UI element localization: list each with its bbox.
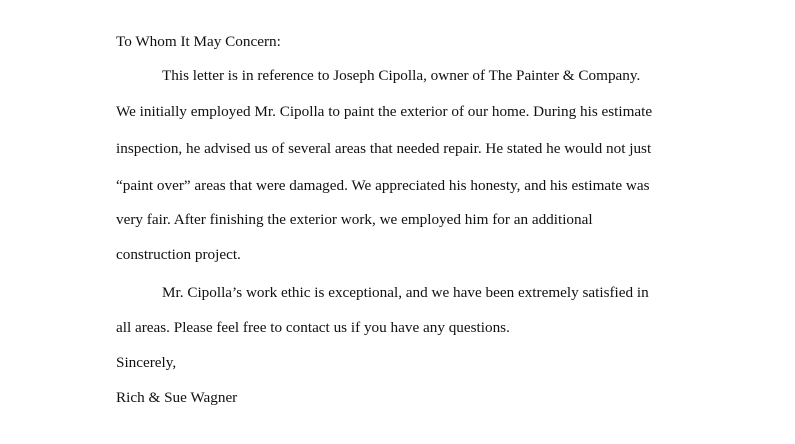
paragraph-1-line-3: inspection, he advised us of several areas that needed repair. He stated he would not just xyxy=(116,140,652,157)
signature: Rich & Sue Wagner xyxy=(116,389,238,406)
paragraph-1-line-2: We initially employed Mr. Cipolla to paint the exterior of our home. During his estimate xyxy=(116,103,653,120)
paragraph-2-line-2: all areas. Please feel free to contact us if you have any questions. xyxy=(116,319,510,336)
salutation: To Whom It May Concern: xyxy=(116,33,281,50)
closing: Sincerely, xyxy=(116,354,177,371)
paragraph-1-line-5: very fair. After finishing the exterior work, we employed him for an additional xyxy=(116,211,593,228)
paragraph-1-line-4: “paint over” areas that were damaged. We appreciated his honesty, and his estimate was xyxy=(116,177,650,194)
paragraph-2-line-1: Mr. Cipolla’s work ethic is exceptional, and we have been extremely satisfied in xyxy=(162,284,649,301)
paragraph-1-line-1: This letter is in reference to Joseph Cipolla, owner of The Painter & Company. xyxy=(162,67,641,84)
paragraph-1-line-6: construction project. xyxy=(116,246,241,263)
